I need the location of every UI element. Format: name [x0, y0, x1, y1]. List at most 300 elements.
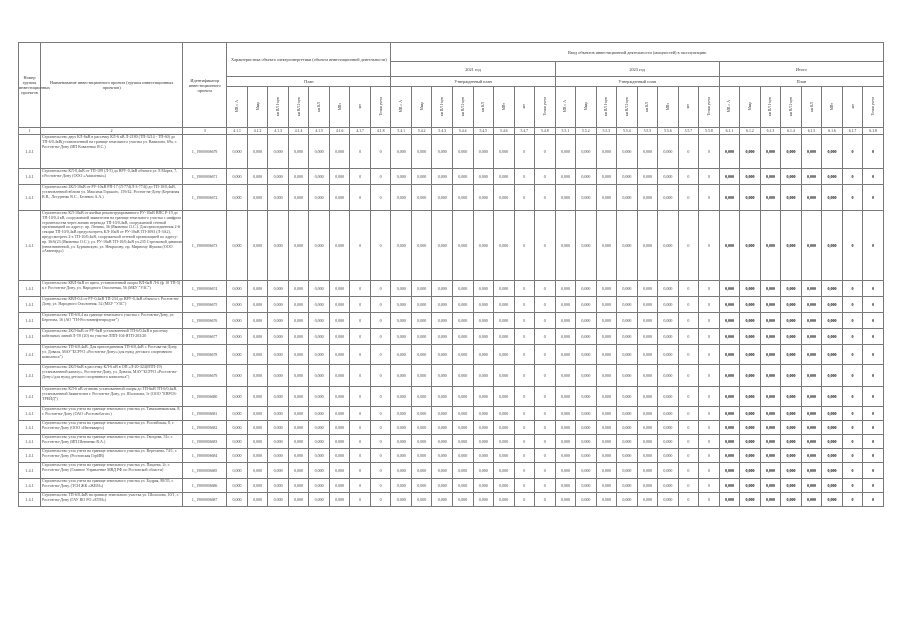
- cell-total-value: 0,000: [781, 135, 802, 169]
- cell-2023-value: 0: [699, 329, 720, 345]
- cell-char-value: 0: [350, 421, 371, 435]
- cell-2021-value: 0,000: [494, 421, 515, 435]
- subheader-label: км ВЛ 1-цеп: [276, 97, 281, 116]
- cell-2021-value: 0,000: [432, 329, 453, 345]
- cell-total-value: 0,000: [822, 365, 843, 387]
- cell-2021-value: 0: [514, 313, 535, 329]
- cell-total-value: 0,000: [801, 281, 822, 297]
- cell-total-value: 0,000: [740, 365, 761, 387]
- cell-2021-value: 0,000: [432, 211, 453, 281]
- cell-char-value: 0,000: [247, 421, 268, 435]
- table-row: [19, 479, 884, 493]
- cell-2021-value: 0,000: [411, 449, 432, 463]
- cell-2021-value: 0,000: [411, 407, 432, 421]
- column-number: 5.5.8: [699, 128, 720, 135]
- cell-2021-value: 0,000: [473, 313, 494, 329]
- cell-2023-value: 0: [699, 313, 720, 329]
- subheader-sub-cols-char-1: [247, 87, 268, 128]
- cell-char-value: 0,000: [288, 169, 309, 185]
- cell-group-no: 1.4.1: [19, 463, 41, 479]
- cell-2023-value: 0: [678, 493, 699, 507]
- cell-char-value: 0,000: [247, 297, 268, 313]
- cell-project-id: L_19000006677: [183, 329, 227, 345]
- cell-total-value: 0,000: [822, 387, 843, 407]
- cell-group-no: 1.4.1: [19, 435, 41, 449]
- subheader-label: шт: [850, 104, 855, 109]
- cell-total-value: 0,000: [822, 281, 843, 297]
- table-row: [19, 365, 884, 387]
- subheader-sub-cols-c-5: [822, 87, 843, 128]
- cell-total-value: 0,000: [781, 345, 802, 365]
- cell-project-id: L_19000006675: [183, 297, 227, 313]
- cell-total-value: 0,000: [781, 313, 802, 329]
- cell-total-value: 0,000: [719, 281, 740, 297]
- cell-2021-value: 0: [514, 297, 535, 313]
- cell-char-value: 0,000: [227, 169, 248, 185]
- cell-total-value: 0,000: [719, 463, 740, 479]
- subheader-sub-cols-c-1: [740, 87, 761, 128]
- cell-total-value: 0,000: [740, 313, 761, 329]
- cell-total-value: 0,000: [781, 493, 802, 507]
- cell-total-value: 0,000: [822, 479, 843, 493]
- cell-2023-value: 0,000: [555, 329, 576, 345]
- subheader-sub-cols-a-0: [391, 87, 412, 128]
- cell-char-value: 0: [350, 135, 371, 169]
- cell-2021-value: 0,000: [494, 185, 515, 211]
- cell-char-value: 0,000: [329, 185, 350, 211]
- cell-total-value: 0,000: [781, 463, 802, 479]
- cell-2023-value: 0,000: [555, 135, 576, 169]
- cell-total-value: 0,000: [740, 297, 761, 313]
- cell-total-value: 0: [863, 365, 884, 387]
- cell-char-value: 0,000: [247, 493, 268, 507]
- cell-project-id: L_19000006682: [183, 421, 227, 435]
- subheader-label: Мвар: [747, 102, 752, 111]
- cell-char-value: 0,000: [247, 435, 268, 449]
- table-row: [19, 297, 884, 313]
- column-number: 5.5.3: [596, 128, 617, 135]
- header-project-name: Наименование инвестиционного проекта (группы инвестиционных проектов): [41, 43, 183, 128]
- cell-total-value: 0,000: [740, 435, 761, 449]
- cell-2023-value: 0: [699, 169, 720, 185]
- cell-2023-value: 0,000: [637, 329, 658, 345]
- cell-char-value: 0,000: [309, 297, 330, 313]
- subheader-label: км КЛ: [481, 101, 486, 112]
- subheader-label: Мвар: [255, 102, 260, 111]
- cell-2023-value: 0,000: [658, 435, 679, 449]
- cell-2021-value: 0,000: [494, 211, 515, 281]
- table-row: [19, 313, 884, 329]
- cell-2021-value: 0,000: [494, 297, 515, 313]
- cell-total-value: 0,000: [719, 297, 740, 313]
- cell-total-value: 0,000: [760, 365, 781, 387]
- cell-char-value: 0,000: [227, 479, 248, 493]
- cell-char-value: 0: [350, 479, 371, 493]
- cell-total-value: 0,000: [801, 329, 822, 345]
- cell-total-value: 0,000: [822, 435, 843, 449]
- column-number: 3: [183, 128, 227, 135]
- cell-char-value: 0: [350, 211, 371, 281]
- cell-2023-value: 0,000: [617, 463, 638, 479]
- cell-total-value: 0,000: [740, 463, 761, 479]
- cell-2021-value: 0,000: [432, 435, 453, 449]
- cell-2023-value: 0,000: [617, 297, 638, 313]
- subheader-sub-cols-a-1: [411, 87, 432, 128]
- cell-2021-value: 0,000: [473, 421, 494, 435]
- cell-2023-value: 0,000: [576, 281, 597, 297]
- cell-total-value: 0,000: [719, 345, 740, 365]
- cell-char-value: 0,000: [309, 435, 330, 449]
- cell-char-value: 0,000: [268, 387, 289, 407]
- cell-char-value: 0,000: [288, 365, 309, 387]
- investment-projects-table: [18, 42, 884, 507]
- cell-2023-value: 0,000: [596, 345, 617, 365]
- table-row: [19, 449, 884, 463]
- cell-group-no: 1.4.1: [19, 493, 41, 507]
- cell-2021-value: 0: [535, 463, 556, 479]
- cell-2021-value: 0,000: [391, 365, 412, 387]
- cell-2021-value: 0: [514, 365, 535, 387]
- cell-2023-value: 0,000: [596, 407, 617, 421]
- cell-char-value: 0,000: [309, 421, 330, 435]
- cell-2021-value: 0,000: [411, 421, 432, 435]
- cell-char-value: 0,000: [268, 493, 289, 507]
- cell-2023-value: 0: [699, 365, 720, 387]
- subheader-label: шт: [358, 104, 363, 109]
- cell-total-value: 0,000: [719, 135, 740, 169]
- cell-2021-value: 0,000: [473, 185, 494, 211]
- cell-2023-value: 0: [699, 297, 720, 313]
- cell-total-value: 0: [842, 421, 863, 435]
- cell-char-value: 0: [350, 185, 371, 211]
- cell-2023-value: 0,000: [617, 135, 638, 169]
- cell-2023-value: 0: [678, 135, 699, 169]
- cell-2023-value: 0,000: [637, 387, 658, 407]
- cell-2023-value: 0,000: [596, 365, 617, 387]
- cell-char-value: 0: [350, 407, 371, 421]
- table-row: [19, 211, 884, 281]
- cell-char-value: 0,000: [288, 211, 309, 281]
- cell-total-value: 0: [863, 493, 884, 507]
- column-number: 4.1.5: [309, 128, 330, 135]
- cell-char-value: 0: [350, 387, 371, 407]
- cell-char-value: 0: [350, 329, 371, 345]
- header-group-no: Номер группы инвестиционных проектов: [19, 43, 41, 128]
- cell-total-value: 0,000: [781, 281, 802, 297]
- cell-char-value: 0,000: [247, 345, 268, 365]
- cell-total-value: 0,000: [801, 169, 822, 185]
- cell-2023-value: 0: [699, 387, 720, 407]
- subheader-label: МВ×А: [399, 100, 404, 113]
- cell-2023-value: 0,000: [658, 449, 679, 463]
- subheader-label: км ВЛ 1-цеп: [768, 97, 773, 116]
- cell-2021-value: 0,000: [494, 135, 515, 169]
- cell-2021-value: 0,000: [473, 435, 494, 449]
- cell-2021-value: 0: [514, 185, 535, 211]
- cell-total-value: 0: [842, 463, 863, 479]
- cell-char-value: 0: [350, 449, 371, 463]
- cell-2023-value: 0,000: [596, 211, 617, 281]
- column-number: 4.1.8: [370, 128, 391, 135]
- cell-total-value: 0,000: [781, 421, 802, 435]
- cell-2023-value: 0,000: [576, 493, 597, 507]
- cell-2023-value: 0,000: [637, 493, 658, 507]
- cell-total-value: 0,000: [801, 479, 822, 493]
- subheader-label: Точки учета: [378, 97, 383, 116]
- cell-2023-value: 0,000: [637, 449, 658, 463]
- cell-total-value: 0,000: [781, 479, 802, 493]
- cell-char-value: 0,000: [329, 297, 350, 313]
- cell-2021-value: 0,000: [494, 313, 515, 329]
- cell-2021-value: 0,000: [391, 329, 412, 345]
- cell-2023-value: 0: [678, 281, 699, 297]
- cell-char-value: 0,000: [329, 493, 350, 507]
- cell-total-value: 0: [863, 185, 884, 211]
- cell-2023-value: 0,000: [576, 407, 597, 421]
- cell-2023-value: 0,000: [555, 297, 576, 313]
- cell-2023-value: 0,000: [576, 135, 597, 169]
- cell-project-name: Строительство ТП-6/0,4кВ на границе земельного участка ул. Шолохова, 10/1, г. Ростов-на-Дону (ГАУ ВО РО «ЕТМ»): [41, 493, 183, 507]
- cell-2023-value: 0,000: [617, 329, 638, 345]
- cell-2023-value: 0,000: [596, 185, 617, 211]
- subheader-sub-cols-b-3: [617, 87, 638, 128]
- cell-char-value: 0,000: [268, 211, 289, 281]
- subheader-sub-cols-char-2: [268, 87, 289, 128]
- cell-2021-value: 0,000: [494, 407, 515, 421]
- cell-2021-value: 0: [514, 211, 535, 281]
- cell-2021-value: 0,000: [452, 449, 473, 463]
- cell-2021-value: 0,000: [391, 297, 412, 313]
- cell-2021-value: 0,000: [452, 297, 473, 313]
- cell-char-value: 0,000: [309, 449, 330, 463]
- cell-2023-value: 0,000: [658, 211, 679, 281]
- cell-char-value: 0,000: [227, 365, 248, 387]
- cell-total-value: 0: [863, 169, 884, 185]
- cell-char-value: 0,000: [288, 329, 309, 345]
- cell-char-value: 0: [370, 297, 391, 313]
- cell-2023-value: 0,000: [576, 449, 597, 463]
- cell-total-value: 0,000: [740, 421, 761, 435]
- cell-char-value: 0: [350, 345, 371, 365]
- cell-total-value: 0,000: [719, 211, 740, 281]
- cell-2021-value: 0,000: [452, 387, 473, 407]
- cell-2023-value: 0,000: [596, 449, 617, 463]
- cell-group-no: 1.4.1: [19, 407, 41, 421]
- cell-2023-value: 0,000: [555, 435, 576, 449]
- cell-2023-value: 0,000: [658, 407, 679, 421]
- cell-char-value: 0: [370, 435, 391, 449]
- column-number: 5.4.3: [432, 128, 453, 135]
- cell-char-value: 0,000: [227, 297, 248, 313]
- cell-2023-value: 0,000: [576, 463, 597, 479]
- subheader-sub-cols-char-0: [227, 87, 248, 128]
- cell-total-value: 0,000: [760, 169, 781, 185]
- cell-total-value: 0: [863, 211, 884, 281]
- cell-char-value: 0: [350, 313, 371, 329]
- cell-total-value: 0,000: [740, 185, 761, 211]
- cell-char-value: 0,000: [309, 387, 330, 407]
- cell-2023-value: 0,000: [555, 345, 576, 365]
- cell-2023-value: 0,000: [637, 463, 658, 479]
- cell-total-value: 0,000: [781, 449, 802, 463]
- cell-char-value: 0,000: [247, 211, 268, 281]
- cell-2021-value: 0,000: [494, 493, 515, 507]
- cell-2023-value: 0,000: [658, 313, 679, 329]
- subheader-sub-cols-c-3: [781, 87, 802, 128]
- cell-2021-value: 0,000: [391, 449, 412, 463]
- cell-char-value: 0,000: [288, 493, 309, 507]
- cell-total-value: 0,000: [719, 407, 740, 421]
- cell-2023-value: 0: [678, 345, 699, 365]
- cell-2023-value: 0: [699, 211, 720, 281]
- subheader-label: МВт: [830, 102, 835, 111]
- cell-2021-value: 0: [535, 211, 556, 281]
- cell-project-name: Строительство КВЛ-0,4 от РУ-0,4кВ ТП-234 до ВРУ-0,4кВ объекта г. Ростов-на-Дону, ул. Народного Ополчения, 52 (МБУ "УЗС"): [41, 297, 183, 313]
- subheader-sub-cols-a-4: [473, 87, 494, 128]
- column-number: 2: [41, 128, 183, 135]
- subheader-label: МВт: [501, 102, 506, 111]
- subheader-label: Точки учета: [542, 97, 547, 116]
- cell-2023-value: 0,000: [637, 407, 658, 421]
- cell-2023-value: 0: [699, 421, 720, 435]
- cell-2023-value: 0,000: [596, 169, 617, 185]
- cell-2023-value: 0,000: [617, 281, 638, 297]
- cell-2021-value: 0,000: [432, 449, 453, 463]
- cell-2023-value: 0,000: [658, 345, 679, 365]
- cell-total-value: 0,000: [760, 421, 781, 435]
- cell-2021-value: 0,000: [452, 421, 473, 435]
- cell-2023-value: 0,000: [617, 211, 638, 281]
- column-number: 5.4.5: [473, 128, 494, 135]
- cell-2023-value: 0: [678, 211, 699, 281]
- cell-2021-value: 0,000: [391, 185, 412, 211]
- column-number: 5.5.5: [637, 128, 658, 135]
- cell-group-no: 1.4.1: [19, 329, 41, 345]
- cell-char-value: 0: [370, 281, 391, 297]
- cell-project-name: Строительство узла учета на границе земельного участка ул. Пацаева, 2г, г. Ростов-на-Дону (Главное Управление МВД РФ по Ростовской области): [41, 463, 183, 479]
- cell-total-value: 0,000: [781, 435, 802, 449]
- cell-char-value: 0,000: [288, 407, 309, 421]
- cell-char-value: 0: [370, 407, 391, 421]
- cell-2021-value: 0: [514, 449, 535, 463]
- cell-project-name: Строительство узла учета на границе земельного участка ул. Тимошенковская, 8, г. Ростов-на-Дону (ОАО «Ростовоблгаз»): [41, 407, 183, 421]
- cell-group-no: 1.4.1: [19, 135, 41, 169]
- cell-2023-value: 0,000: [658, 387, 679, 407]
- cell-2023-value: 0,000: [576, 365, 597, 387]
- cell-2021-value: 0,000: [411, 185, 432, 211]
- cell-char-value: 0,000: [288, 313, 309, 329]
- cell-total-value: 0: [863, 463, 884, 479]
- cell-char-value: 0,000: [329, 463, 350, 479]
- cell-2023-value: 0,000: [596, 421, 617, 435]
- cell-2021-value: 0: [514, 387, 535, 407]
- cell-total-value: 0,000: [781, 365, 802, 387]
- cell-char-value: 0,000: [227, 407, 248, 421]
- cell-2023-value: 0: [678, 421, 699, 435]
- cell-char-value: 0,000: [309, 479, 330, 493]
- subheader-label: км ВЛ 2-цеп: [788, 97, 793, 116]
- cell-char-value: 0,000: [227, 387, 248, 407]
- subheader-label: МВт: [665, 102, 670, 111]
- cell-2023-value: 0,000: [596, 135, 617, 169]
- cell-2023-value: 0,000: [555, 313, 576, 329]
- cell-total-value: 0,000: [760, 449, 781, 463]
- cell-2021-value: 0,000: [411, 479, 432, 493]
- cell-char-value: 0,000: [288, 463, 309, 479]
- cell-2021-value: 0,000: [473, 345, 494, 365]
- cell-total-value: 0,000: [822, 297, 843, 313]
- cell-total-value: 0: [863, 345, 884, 365]
- cell-project-name: Строительство ТП-6/0,4 на границе земельного участка г. Ростов-на-Дону, ул. Берегова, 16 (АО "ТН-Ростовнефтепродукт"): [41, 313, 183, 329]
- cell-char-value: 0,000: [268, 435, 289, 449]
- cell-2023-value: 0,000: [637, 185, 658, 211]
- cell-2023-value: 0: [678, 169, 699, 185]
- cell-total-value: 0,000: [801, 211, 822, 281]
- cell-total-value: 0,000: [740, 479, 761, 493]
- cell-2021-value: 0,000: [494, 463, 515, 479]
- cell-char-value: 0,000: [247, 387, 268, 407]
- cell-2021-value: 0,000: [452, 365, 473, 387]
- cell-total-value: 0,000: [801, 345, 822, 365]
- cell-2021-value: 0,000: [411, 435, 432, 449]
- cell-total-value: 0: [863, 421, 884, 435]
- cell-2023-value: 0,000: [596, 435, 617, 449]
- cell-char-value: 0,000: [288, 345, 309, 365]
- cell-char-value: 0,000: [227, 463, 248, 479]
- cell-total-value: 0: [842, 449, 863, 463]
- cell-2021-value: 0,000: [432, 281, 453, 297]
- cell-total-value: 0,000: [801, 407, 822, 421]
- cell-project-id: L_19000006678: [183, 345, 227, 365]
- cell-char-value: 0,000: [309, 211, 330, 281]
- cell-2021-value: 0,000: [391, 169, 412, 185]
- cell-total-value: 0,000: [740, 211, 761, 281]
- cell-char-value: 0,000: [247, 281, 268, 297]
- cell-2023-value: 0,000: [555, 421, 576, 435]
- cell-char-value: 0,000: [329, 435, 350, 449]
- cell-total-value: 0,000: [801, 463, 822, 479]
- cell-char-value: 0,000: [227, 185, 248, 211]
- cell-2021-value: 0: [514, 421, 535, 435]
- cell-char-value: 0,000: [268, 479, 289, 493]
- cell-char-value: 0,000: [247, 463, 268, 479]
- cell-char-value: 0: [370, 135, 391, 169]
- cell-2021-value: 0,000: [432, 297, 453, 313]
- cell-2023-value: 0: [699, 435, 720, 449]
- cell-project-id: L_19000006673: [183, 211, 227, 281]
- column-number: 6.1.7: [842, 128, 863, 135]
- cell-char-value: 0,000: [288, 297, 309, 313]
- cell-2021-value: 0,000: [432, 345, 453, 365]
- cell-char-value: 0: [350, 281, 371, 297]
- cell-2023-value: 0: [699, 135, 720, 169]
- cell-2021-value: 0,000: [494, 169, 515, 185]
- column-number: 4.1.4: [288, 128, 309, 135]
- cell-2023-value: 0: [699, 449, 720, 463]
- cell-char-value: 0,000: [227, 421, 248, 435]
- cell-2023-value: 0,000: [637, 345, 658, 365]
- subheader-sub-cols-c-0: [719, 87, 740, 128]
- cell-2023-value: 0,000: [637, 281, 658, 297]
- cell-2021-value: 0,000: [411, 211, 432, 281]
- cell-total-value: 0,000: [740, 493, 761, 507]
- cell-2021-value: 0: [535, 449, 556, 463]
- cell-char-value: 0: [350, 297, 371, 313]
- cell-total-value: 0,000: [740, 169, 761, 185]
- cell-2023-value: 0,000: [658, 135, 679, 169]
- cell-char-value: 0,000: [288, 479, 309, 493]
- cell-total-value: 0,000: [760, 479, 781, 493]
